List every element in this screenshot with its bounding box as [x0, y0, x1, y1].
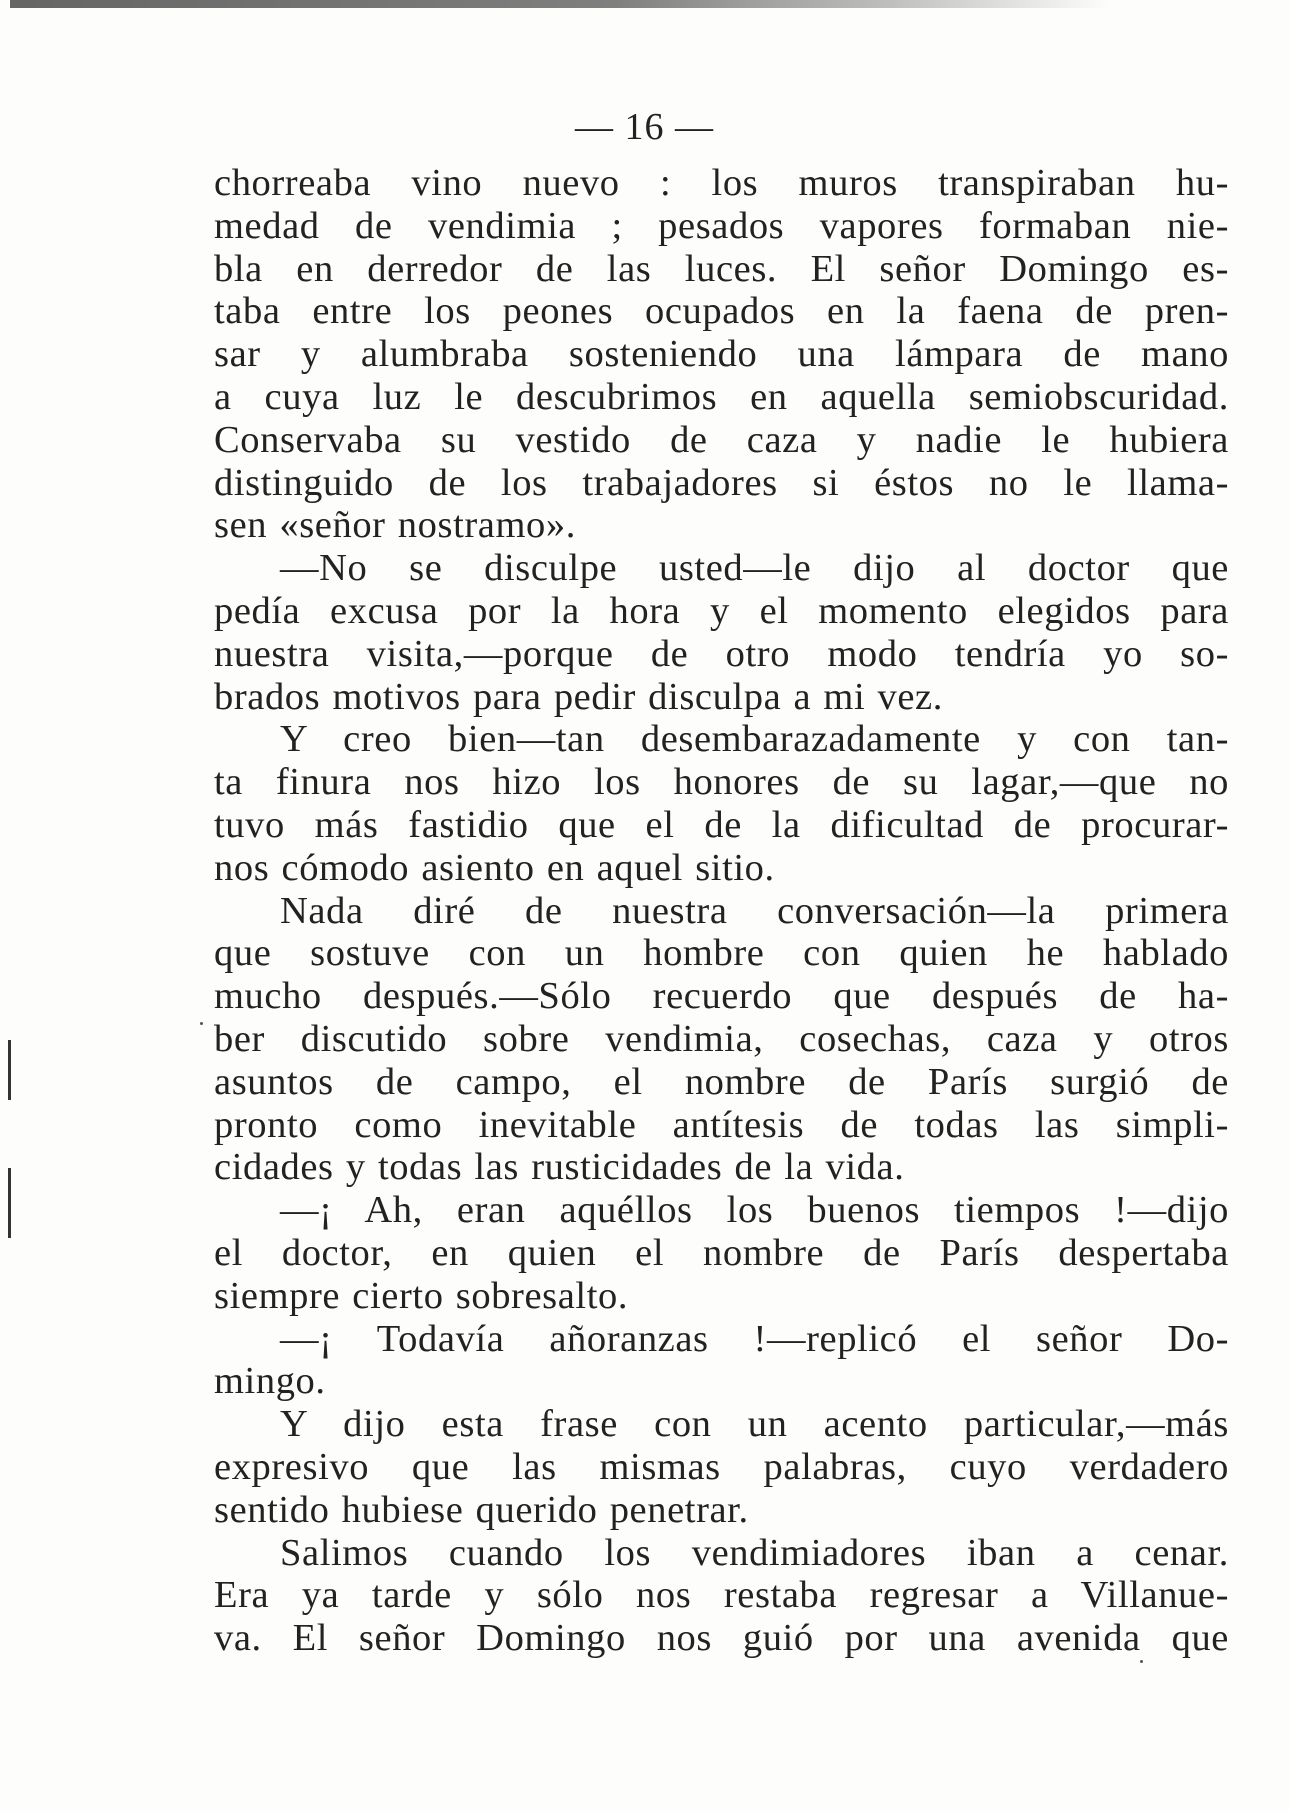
page-number: — 16 — — [575, 106, 714, 148]
text-line: Y dijo esta frase con un acento particular,—más — [280, 1403, 1229, 1446]
text-line: medad de vendimia ; pesados vapores formaban nie- — [214, 204, 1229, 247]
text-line: Conservaba su vestido de caza y nadie le hubiera — [214, 418, 1229, 461]
text-line: nuestra visita,—porque de otro modo tendría yo so- — [214, 632, 1229, 675]
text-line: a cuya luz le descubrimos en aquella semiobscuridad. — [214, 375, 1229, 418]
margin-scan-mark — [8, 1168, 11, 1238]
text-line: mingo. — [214, 1360, 326, 1403]
text-line: chorreaba vino nuevo : los muros transpiraban hu- — [214, 162, 1229, 204]
text-line: pedía excusa por la hora y el momento elegidos para — [214, 589, 1229, 632]
text-line: ta finura nos hizo los honores de su lagar,—que no — [214, 761, 1229, 804]
text-line: ber discutido sobre vendimia, cosechas, caza y otros — [214, 1017, 1229, 1060]
text-line: sar y alumbraba sosteniendo una lámpara de mano — [214, 333, 1229, 376]
text-line: Y creo bien—tan desembarazadamente y con tan- — [280, 718, 1229, 761]
text-line: siempre cierto sobresalto. — [214, 1274, 629, 1317]
text-line: Nada diré de nuestra conversación—la primera — [280, 889, 1229, 932]
body-text — [214, 162, 1229, 1660]
text-line: —¡ Ah, eran aquéllos los buenos tiempos !—dijo — [280, 1189, 1229, 1232]
text-line: —¡ Todavía añoranzas !—replicó el señor Do- — [280, 1317, 1229, 1360]
text-line: bla en derredor de las luces. El señor Domingo es- — [214, 247, 1229, 290]
text-line: —No se disculpe usted—le dijo al doctor que — [280, 547, 1229, 590]
text-line: sentido hubiese querido penetrar. — [214, 1488, 749, 1531]
text-line: mucho después.—Sólo recuerdo que después de ha- — [214, 975, 1229, 1018]
text-line: que sostuve con un hombre con quien he hablado — [214, 932, 1229, 975]
text-line: brados motivos para pedir disculpa a mi vez. — [214, 675, 943, 718]
text-line: cidades y todas las rusticidades de la vida. — [214, 1146, 905, 1189]
text-line: distinguido de los trabajadores si éstos no le llama- — [214, 461, 1229, 504]
text-line: taba entre los peones ocupados en la faena de pren- — [214, 290, 1229, 333]
ink-speck — [200, 1022, 203, 1025]
margin-scan-mark — [8, 1040, 11, 1100]
text-line: tuvo más fastidio que el de la dificultad de procurar- — [214, 803, 1229, 846]
text-line: Salimos cuando los vendimiadores iban a cenar. — [280, 1531, 1229, 1574]
top-edge-rule — [10, 0, 1110, 8]
text-line: el doctor, en quien el nombre de París despertaba — [214, 1231, 1229, 1274]
text-line: asuntos de campo, el nombre de París surgió de — [214, 1060, 1229, 1103]
text-line: Era ya tarde y sólo nos restaba regresar a Villanue- — [214, 1574, 1229, 1617]
text-line: pronto como inevitable antítesis de todas las simpli- — [214, 1103, 1229, 1146]
ink-speck — [1140, 1660, 1143, 1663]
text-line: nos cómodo asiento en aquel sitio. — [214, 846, 775, 889]
text-line: va. El señor Domingo nos guió por una avenida que — [214, 1617, 1229, 1660]
text-line: expresivo que las mismas palabras, cuyo verdadero — [214, 1445, 1229, 1488]
text-line: sen «señor nostramo». — [214, 504, 576, 547]
